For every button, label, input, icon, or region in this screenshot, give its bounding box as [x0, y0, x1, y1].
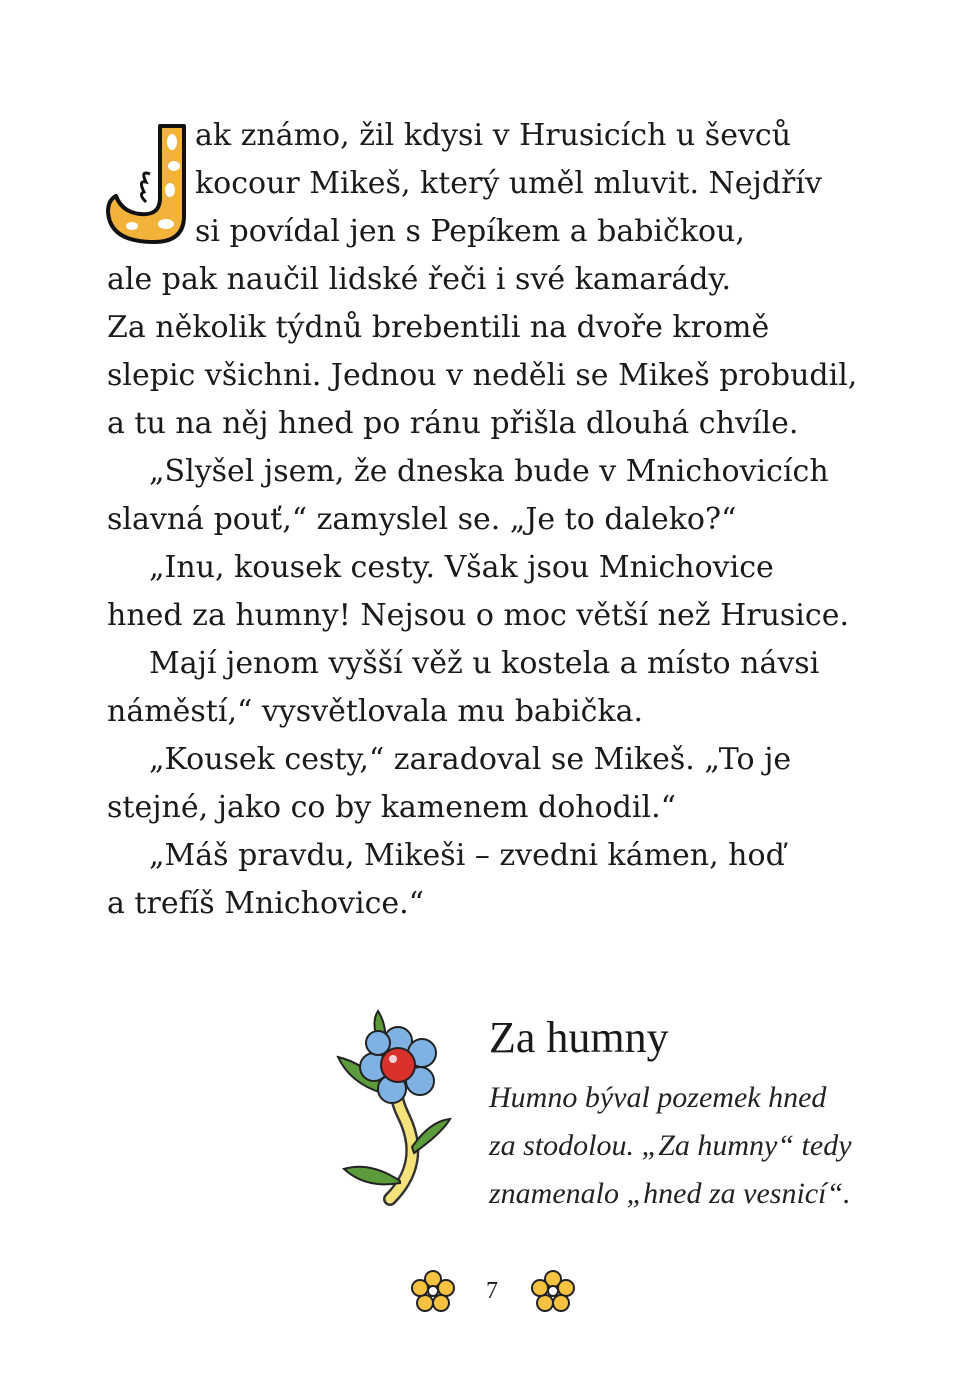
story-line: si povídal jen s Pepíkem a babičkou,: [195, 214, 745, 249]
story-line: slavná pouť,“ zamyslel se. „Je to daleko?“: [107, 502, 737, 537]
sidebar-title: Za humny: [489, 1013, 669, 1062]
story-line: „Slyšel jsem, že dneska bude v Mnichovicích: [149, 454, 829, 489]
story-line: Za několik týdnů brebentili na dvoře kromě: [107, 310, 770, 345]
flower-illustration: [330, 1003, 470, 1223]
story-line: a tu na něj hned po ránu přišla dlouhá chvíle.: [107, 406, 799, 441]
story-line: kocour Mikeš, který uměl mluvit. Nejdřív: [195, 166, 822, 201]
story-line: „Kousek cesty,“ zaradoval se Mikeš. „To je: [149, 742, 792, 777]
sidebar-definition: [489, 1074, 852, 1218]
story-line: „Inu, kousek cesty. Však jsou Mnichovice: [149, 550, 774, 585]
story-line: „Máš pravdu, Mikeši – zvedni kámen, hoď: [149, 838, 785, 873]
sidebar-line: Humno býval pozemek hned: [489, 1081, 827, 1114]
story-line: ak známo, žil kdysi v Hrusicích u ševců: [195, 118, 792, 153]
flower-ornament-left-icon: [411, 1270, 455, 1312]
story-line: slepic všichni. Jednou v neděli se Mikeš probudil,: [107, 358, 858, 393]
sidebar-line: znamenalo „hned za vesnicí“.: [489, 1177, 851, 1210]
story-line: hned za humny! Nejsou o moc větší než Hrusice.: [107, 598, 849, 633]
story-line: náměstí,“ vysvětlovala mu babička.: [107, 694, 644, 729]
sidebar-line: za stodolou. „Za humny“ tedy: [489, 1129, 852, 1162]
story-line: ale pak naučil lidské řeči i své kamarády.: [107, 262, 732, 297]
story-line: a trefíš Mnichovice.“: [107, 886, 424, 921]
flower-ornament-right-icon: [531, 1270, 575, 1312]
story-text: [107, 112, 897, 928]
story-line: Mají jenom vyšší věž u kostela a místo návsi: [149, 646, 820, 681]
story-line: stejné, jako co by kamenem dohodil.“: [107, 790, 676, 825]
page-number: 7: [486, 1278, 498, 1304]
